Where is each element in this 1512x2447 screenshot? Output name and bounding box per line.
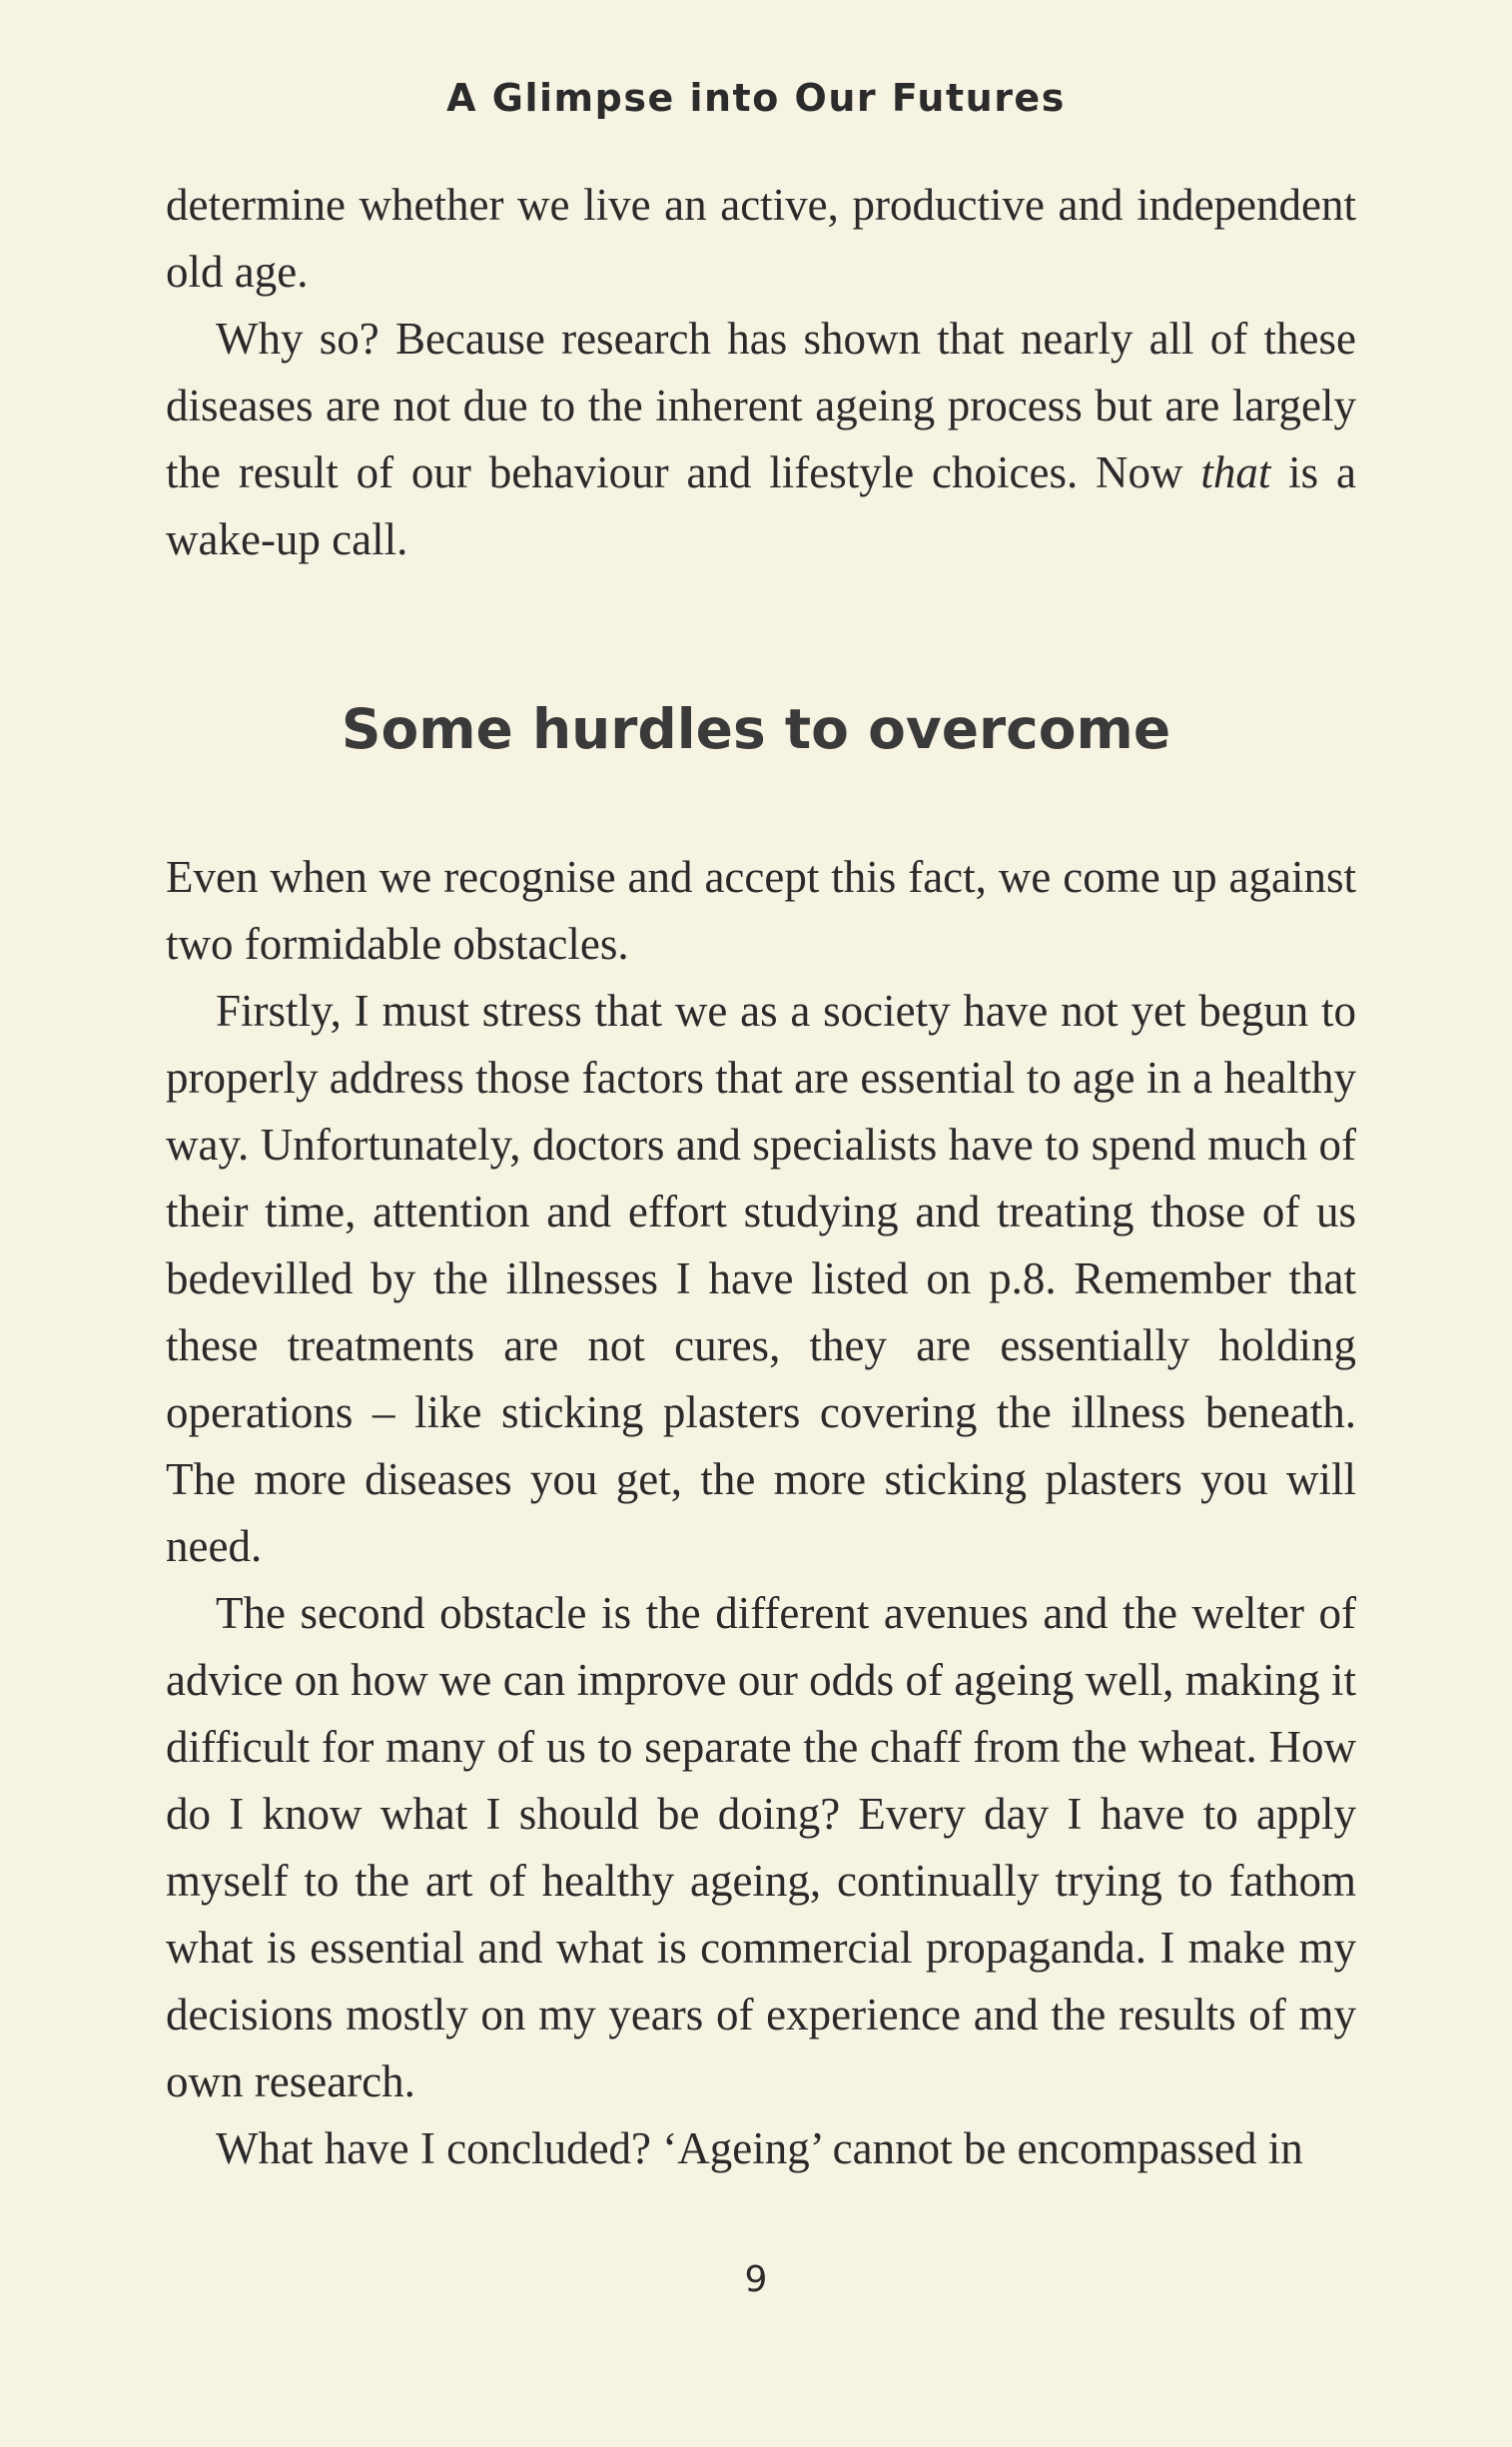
emphasis-text: that bbox=[1200, 447, 1271, 497]
paragraph bbox=[166, 306, 1356, 573]
text-run: Why so? Because research has shown that nearly all of these diseases are not due to the inherent ageing process but are largely the result of our behaviour and lifestyle choices. Now bbox=[166, 314, 1356, 497]
intro-text-block bbox=[166, 172, 1356, 573]
paragraph: Firstly, I must stress that we as a society have not yet begun to properly address those factors that are essential to age in a healthy way. Unfortunately, doctors and specialists have to spend much of their time, attention and effort studying and treating those of us bedevilled by the illnesses I have listed on p.8. Remember that these treatments are not cures, they are essentially holding operations – like sticking plasters covering the illness beneath. The more diseases you get, the more sticking plasters you will need. bbox=[166, 986, 1356, 1571]
page-number: 9 bbox=[744, 2259, 768, 2300]
paragraph: What have I concluded? ‘Ageing’ cannot be encompassed in bbox=[216, 2123, 1303, 2173]
paragraph: determine whether we live an active, productive and independent old age. bbox=[166, 180, 1356, 297]
paragraph: Even when we recognise and accept this fact, we come up against two formidable obstacles. bbox=[166, 852, 1356, 969]
section-heading: Some hurdles to overcome bbox=[341, 697, 1171, 761]
running-head: A Glimpse into Our Futures bbox=[446, 76, 1066, 120]
paragraph: The second obstacle is the different avenues and the welter of advice on how we can improve our odds of ageing well, making it difficult for many of us to separate the chaff from the wheat. How do I know what I should be doing? Every day I have to apply myself to the art of healthy ageing, continually trying to fathom what is essential and what is commercial propaganda. I make my decisions mostly on my years of experience and the results of my own research. bbox=[166, 1588, 1356, 2106]
text-run: is a wake-up call. bbox=[166, 447, 1356, 564]
section-text-block bbox=[166, 844, 1356, 2182]
